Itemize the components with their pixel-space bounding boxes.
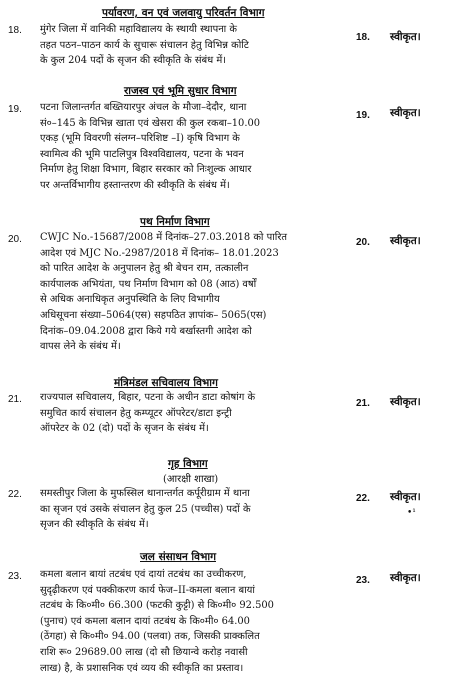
section-heading: राजस्व एवं भूमि सुधार विभाग <box>124 85 237 97</box>
item-text <box>40 390 330 437</box>
item-number: 20. <box>8 234 22 245</box>
text-line: (पुनाच) एवं कमला बलान दायां तटबंध के कि०मी० 64.00 <box>40 615 250 627</box>
text-line: राशि रू० 29689.00 लाख (दो सौ छियान्वे करोड़ नवासी <box>40 646 248 658</box>
section-heading: पथ निर्माण विभाग <box>140 216 210 228</box>
item-number: 18. <box>8 25 22 36</box>
status-approved: स्वीकृत। <box>390 235 421 247</box>
status-approved: स्वीकृत। <box>390 107 421 119</box>
text-line: पर अन्तर्विभागीय हस्तान्तरण की स्वीकृति के संबंध में। <box>40 179 230 191</box>
text-line: स्वामित्व की भूमि पाटलिपुत्र विश्वविद्यालय, पटना के भवन <box>40 148 244 160</box>
result-number: 23. <box>356 575 370 586</box>
text-line: सुदृढ़ीकरण एवं पक्कीकरण कार्य फेज–II-कमला बलान बायां <box>40 584 255 596</box>
text-line: राज्यपाल सचिवालय, बिहार, पटना के अधीन डाटा कोषांग के <box>40 392 256 403</box>
text-line: कमला बलान बायां तटबंध एवं दायां तटबंध का उच्चीकरण, <box>40 569 247 580</box>
text-line: ऑपरेटर के 02 (दो) पदों के सृजन के संबंध में। <box>40 423 209 435</box>
text-line: निर्माण हेतु शिक्षा विभाग, बिहार सरकार को निःशुल्क आधार <box>40 164 252 176</box>
text-line: मुंगेर जिला में वानिकी महाविद्यालय के स्थायी स्थापना के <box>40 24 237 35</box>
text-line: CWJC No.-15687/2008 में दिनांक–27.03.2018 को पारित <box>40 232 288 243</box>
text-line: आदेश एवं MJC No.-2987/2018 में दिनांक– 18.01.2023 <box>40 247 279 259</box>
result-number: 19. <box>356 110 370 121</box>
text-line: समुचित कार्य संचालन हेतु कम्प्यूटर ऑपरेटर/डाटा इन्ट्री <box>40 407 232 419</box>
item-number: 19. <box>8 104 22 115</box>
text-line: के कुल 204 पदों के सृजन की स्वीकृति के संबंध में। <box>40 55 227 67</box>
text-line: तहत पठन–पाठन कार्य के सुचारू संचालन हेतु विभिन्न कोटि <box>40 39 249 51</box>
section-heading: मंत्रिमंडल सचिवालय विभाग <box>114 377 218 389</box>
text-line: पटना जिलान्तर्गत बख्तियारपुर अंचल के मौजा–देदौर, थाना <box>40 102 247 113</box>
text-line: दिनांक–09.04.2008 द्वारा किये गये बर्खास्तगी आदेश को <box>40 325 252 337</box>
text-line: तटबंध के कि०मी० 66.300 (फटकी कुट्टी) से कि०मी० 92.500 <box>40 600 274 612</box>
text-line: कार्यपालक अभियंता, पथ निर्माण विभाग को 08 (आठ) वर्षों <box>40 278 257 290</box>
margin-mark: •¹ <box>407 508 416 518</box>
item-text <box>40 486 330 533</box>
status-approved: स्वीकृत। <box>390 491 421 503</box>
result-number: 18. <box>356 32 370 43</box>
item-text <box>40 22 330 69</box>
result-number: 21. <box>356 398 370 409</box>
text-line: लाख) है, के प्रशासनिक एवं व्यय की स्वीकृति का प्रस्ताव। <box>40 662 244 674</box>
section-heading: पर्यावरण, वन एवं जलवायु परिवर्तन विभाग <box>102 7 265 19</box>
result-number: 22. <box>356 493 370 504</box>
status-approved: स्वीकृत। <box>390 31 421 43</box>
item-text <box>40 567 330 676</box>
item-text <box>40 100 330 194</box>
status-approved: स्वीकृत। <box>390 396 421 408</box>
text-line: सं०–145 के विभिन्न खाता एवं खेसरा की कुल रकबा–10.00 <box>40 117 261 129</box>
item-number: 21. <box>8 394 22 405</box>
item-number: 23. <box>8 571 22 582</box>
text-line: अधिसूचना संख्या–5064(एस) सहपठित ज्ञापांक– 5065(एस) <box>40 309 267 321</box>
text-line: से अधिक अनाधिकृत अनुपस्थिति के लिए विभागीय <box>40 294 220 306</box>
status-approved: स्वीकृत। <box>390 572 421 584</box>
text-line: को पारित आदेश के अनुपालन हेतु श्री बेचन राम, तत्कालीन <box>40 263 249 275</box>
section-subheading: (आरक्षी शाखा) <box>163 474 219 485</box>
section-heading: गृह विभाग <box>168 458 208 470</box>
result-number: 20. <box>356 237 370 248</box>
item-text <box>40 230 330 355</box>
text-line: एकड़ (भूमि विवरणी संलग्न–परिशिष्ट –I) कृषि विभाग के <box>40 133 240 145</box>
item-number: 22. <box>8 489 22 500</box>
text-line: सृजन की स्वीकृति के संबंध में। <box>40 519 149 531</box>
section-heading: जल संसाधन विभाग <box>140 551 216 563</box>
text-line: समस्तीपुर जिला के मुफस्सिल थानान्तर्गत कर्पूरीग्राम में थाना <box>40 488 250 499</box>
text-line: वापस लेने के संबंध में। <box>40 341 121 353</box>
text-line: का सृजन एवं उसके संचालन हेतु कुल 25 (पच्चीस) पदों के <box>40 503 251 515</box>
text-line: (ठेंगहा) से कि०मी० 94.00 (पलवा) तक, जिसकी प्राक्कलित <box>40 631 260 643</box>
